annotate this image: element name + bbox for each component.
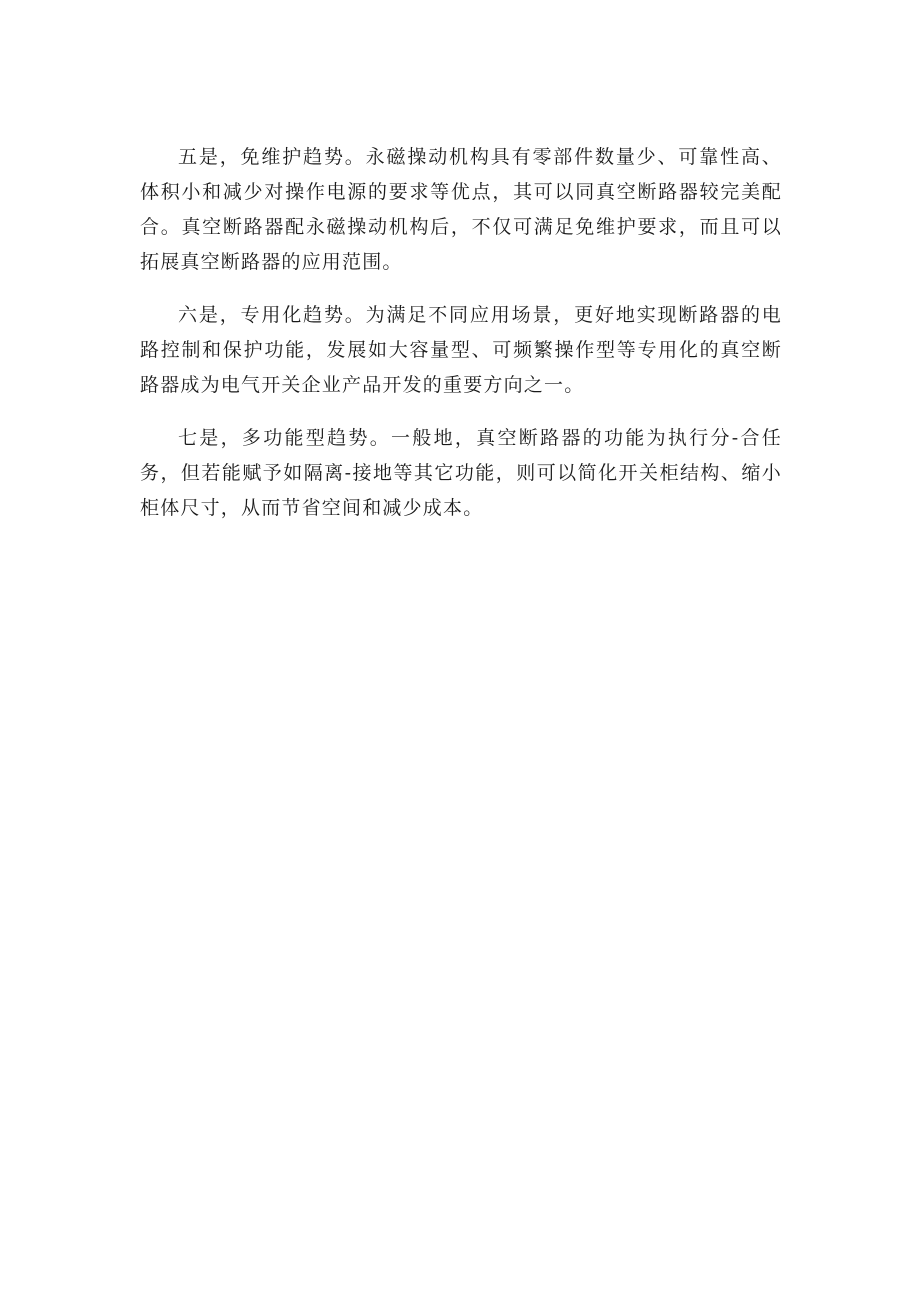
document-body (140, 140, 782, 544)
paragraph-maintenance-free-trend: 五是，免维护趋势。永磁操动机构具有零部件数量少、可靠性高、体积小和减少对操作电源的要求等优点，其可以同真空断路器较完美配合。真空断路器配永磁操动机构后，不仅可满足免维护要求，而且可以拓展真空断路器的应用范围。 (140, 146, 782, 273)
paragraph-specialization-trend: 六是，专用化趋势。为满足不同应用场景，更好地实现断路器的电路控制和保护功能，发展如大容量型、可频繁操作型等专用化的真空断路器成为电气开关企业产品开发的重要方向之一。 (140, 304, 782, 396)
paragraph-multifunction-trend: 七是，多功能型趋势。一般地，真空断路器的功能为执行分-合任务，但若能赋予如隔离-接地等其它功能，则可以简化开关柜结构、缩小柜体尺寸，从而节省空间和减少成本。 (140, 427, 782, 519)
